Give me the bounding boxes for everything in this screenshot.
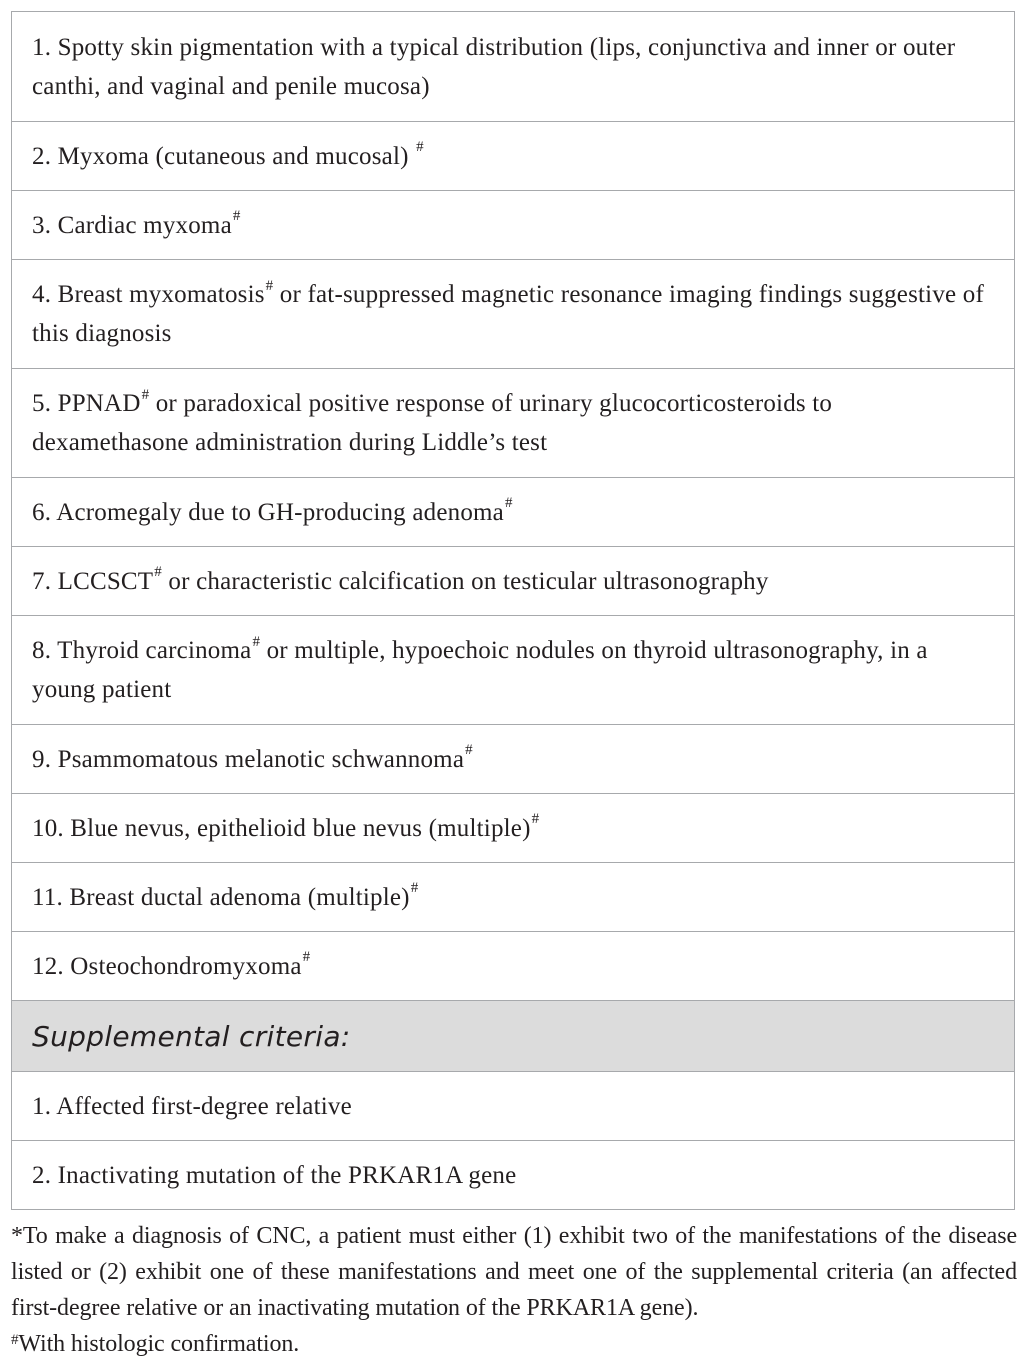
asterisk-mark: * (11, 1223, 23, 1249)
criterion-text: 2. Myxoma (cutaneous and mucosal) # (32, 139, 424, 170)
histologic-footnote: #With histologic confirmation. (11, 1331, 300, 1357)
criterion-row (12, 368, 1014, 477)
criterion-text: 8. Thyroid carcinoma# or multiple, hypoechoic nodules on thyroid ultrasonography, in a young patient (32, 633, 928, 703)
criterion-row (12, 793, 1014, 862)
histologic-mark: # (302, 949, 311, 966)
supplemental-heading-text: Supplemental criteria: (32, 1019, 351, 1053)
histologic-mark: # (504, 495, 513, 512)
histologic-mark: # (465, 742, 473, 759)
criterion-text: 4. Breast myxomatosis# or fat-suppressed magnetic resonance imaging findings suggestive of this diagnosis (32, 277, 984, 347)
table-footnote (11, 1218, 1017, 1365)
criterion-text: 5. PPNAD# or paradoxical positive response of urinary glucocorticosteroids to dexamethasone administration during Liddle’s test (32, 386, 833, 456)
criterion-text: 6. Acromegaly due to GH-producing adenoma# (32, 495, 513, 526)
criterion-row (12, 546, 1014, 615)
histologic-mark: # (416, 139, 424, 156)
supplemental-text: 2. Inactivating mutation of the PRKAR1A gene (32, 1161, 517, 1189)
criterion-text: 3. Cardiac myxoma# (32, 208, 241, 239)
criterion-row (12, 121, 1014, 190)
histologic-mark: # (531, 811, 540, 828)
criterion-row (12, 931, 1014, 1000)
criterion-row (12, 477, 1014, 546)
criterion-row (12, 862, 1014, 931)
criterion-text: 12. Osteochondromyxoma# (32, 949, 311, 980)
criterion-text: 11. Breast ductal adenoma (multiple)# (32, 880, 419, 911)
criterion-text: 10. Blue nevus, epithelioid blue nevus (multiple)# (32, 811, 540, 842)
criterion-row (12, 724, 1014, 793)
hash-mark: # (11, 1332, 19, 1348)
criteria-table (11, 11, 1015, 1210)
supplemental-row (12, 1071, 1014, 1140)
criterion-text: 1. Spotty skin pigmentation with a typical distribution (lips, conjunctiva and inner or outer canthi, and vaginal and penile mucosa) (32, 33, 956, 100)
histologic-mark: # (141, 386, 150, 403)
supplemental-heading (12, 1000, 1014, 1071)
criterion-row (12, 259, 1014, 368)
diagnosis-footnote: *To make a diagnosis of CNC, a patient must either (1) exhibit two of the manifestations of the disease listed or (2) exhibit one of these manifestations and meet one of the supplemental criteria (an affected first-degree relative or an inactivating mutation of the PRKAR1A gene). (11, 1223, 1017, 1321)
criterion-text: 7. LCCSCT# or characteristic calcification on testicular ultrasonography (32, 564, 769, 595)
histologic-mark: # (252, 633, 261, 650)
criterion-row (12, 615, 1014, 724)
supplemental-text: 1. Affected first-degree relative (32, 1092, 352, 1120)
histologic-mark: # (265, 277, 274, 294)
histologic-mark: # (232, 208, 241, 225)
criterion-row (12, 190, 1014, 259)
histologic-mark: # (410, 880, 419, 897)
histologic-mark: # (154, 564, 162, 581)
criterion-text: 9. Psammomatous melanotic schwannoma# (32, 742, 473, 773)
criterion-row (12, 12, 1014, 121)
supplemental-row (12, 1140, 1014, 1209)
